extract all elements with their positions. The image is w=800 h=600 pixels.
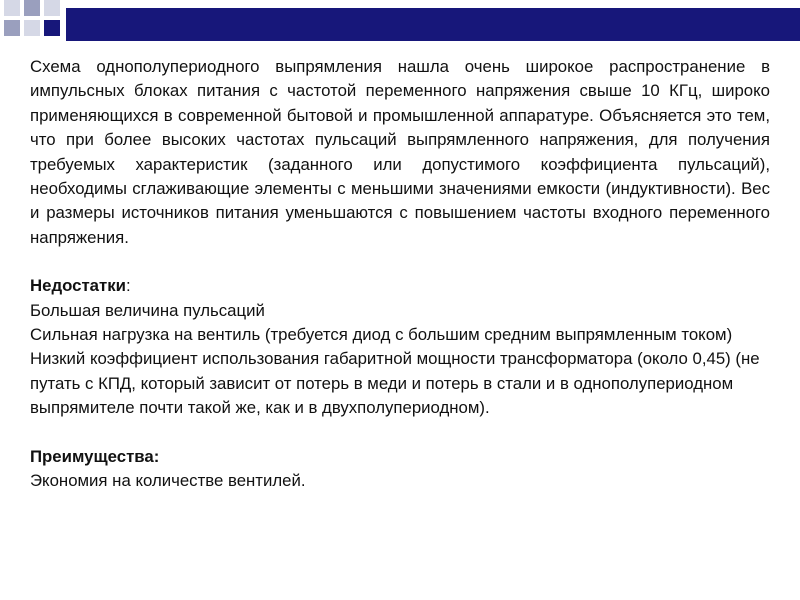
disadvantages-title: Недостатки — [30, 276, 126, 296]
deco-square — [24, 0, 40, 16]
advantages-heading: Преимущества: — [30, 446, 160, 466]
deco-square — [4, 0, 20, 16]
disadvantage-item: Низкий коэффициент использования габаритной мощности трансформатора (около 0,45) (не путать с КПД, который зависит от потерь в меди и потерь в стали и в однополупериодном выпрямителе почти такой же, как и в двухполупериодном). — [30, 349, 760, 418]
header-bar — [66, 8, 800, 41]
deco-square — [24, 20, 40, 36]
deco-square — [44, 20, 60, 36]
advantage-item: Экономия на количестве вентилей. — [30, 471, 306, 491]
disadvantages-colon: : — [125, 276, 131, 296]
slide-header-decoration — [0, 0, 800, 50]
disadvantages-heading — [30, 274, 770, 298]
deco-square — [44, 0, 60, 16]
slide-body — [30, 55, 770, 494]
disadvantage-item: Большая величина пульсаций — [30, 300, 265, 320]
deco-square — [4, 20, 20, 36]
intro-paragraph: Схема однополупериодного выпрямления нашла очень широкое распространение в импульсных блоках питания с частотой переменного напряжения свыше 10 КГц, широко применяющихся в современной бытовой и промышленной аппаратуре. Объясняется это тем, что при более высоких частотах пульсаций выпрямленного напряжения, для получения требуемых характеристик (заданного или допустимого коэффициента пульсаций), необходимы сглаживающие элементы с меньшими значениями емкости (индуктивности). Вес и размеры источников питания уменьшаются с повышением частоты входного переменного напряжения. — [30, 57, 770, 247]
disadvantage-item: Сильная нагрузка на вентиль (требуется диод с большим средним выпрямленным током) — [30, 325, 733, 345]
